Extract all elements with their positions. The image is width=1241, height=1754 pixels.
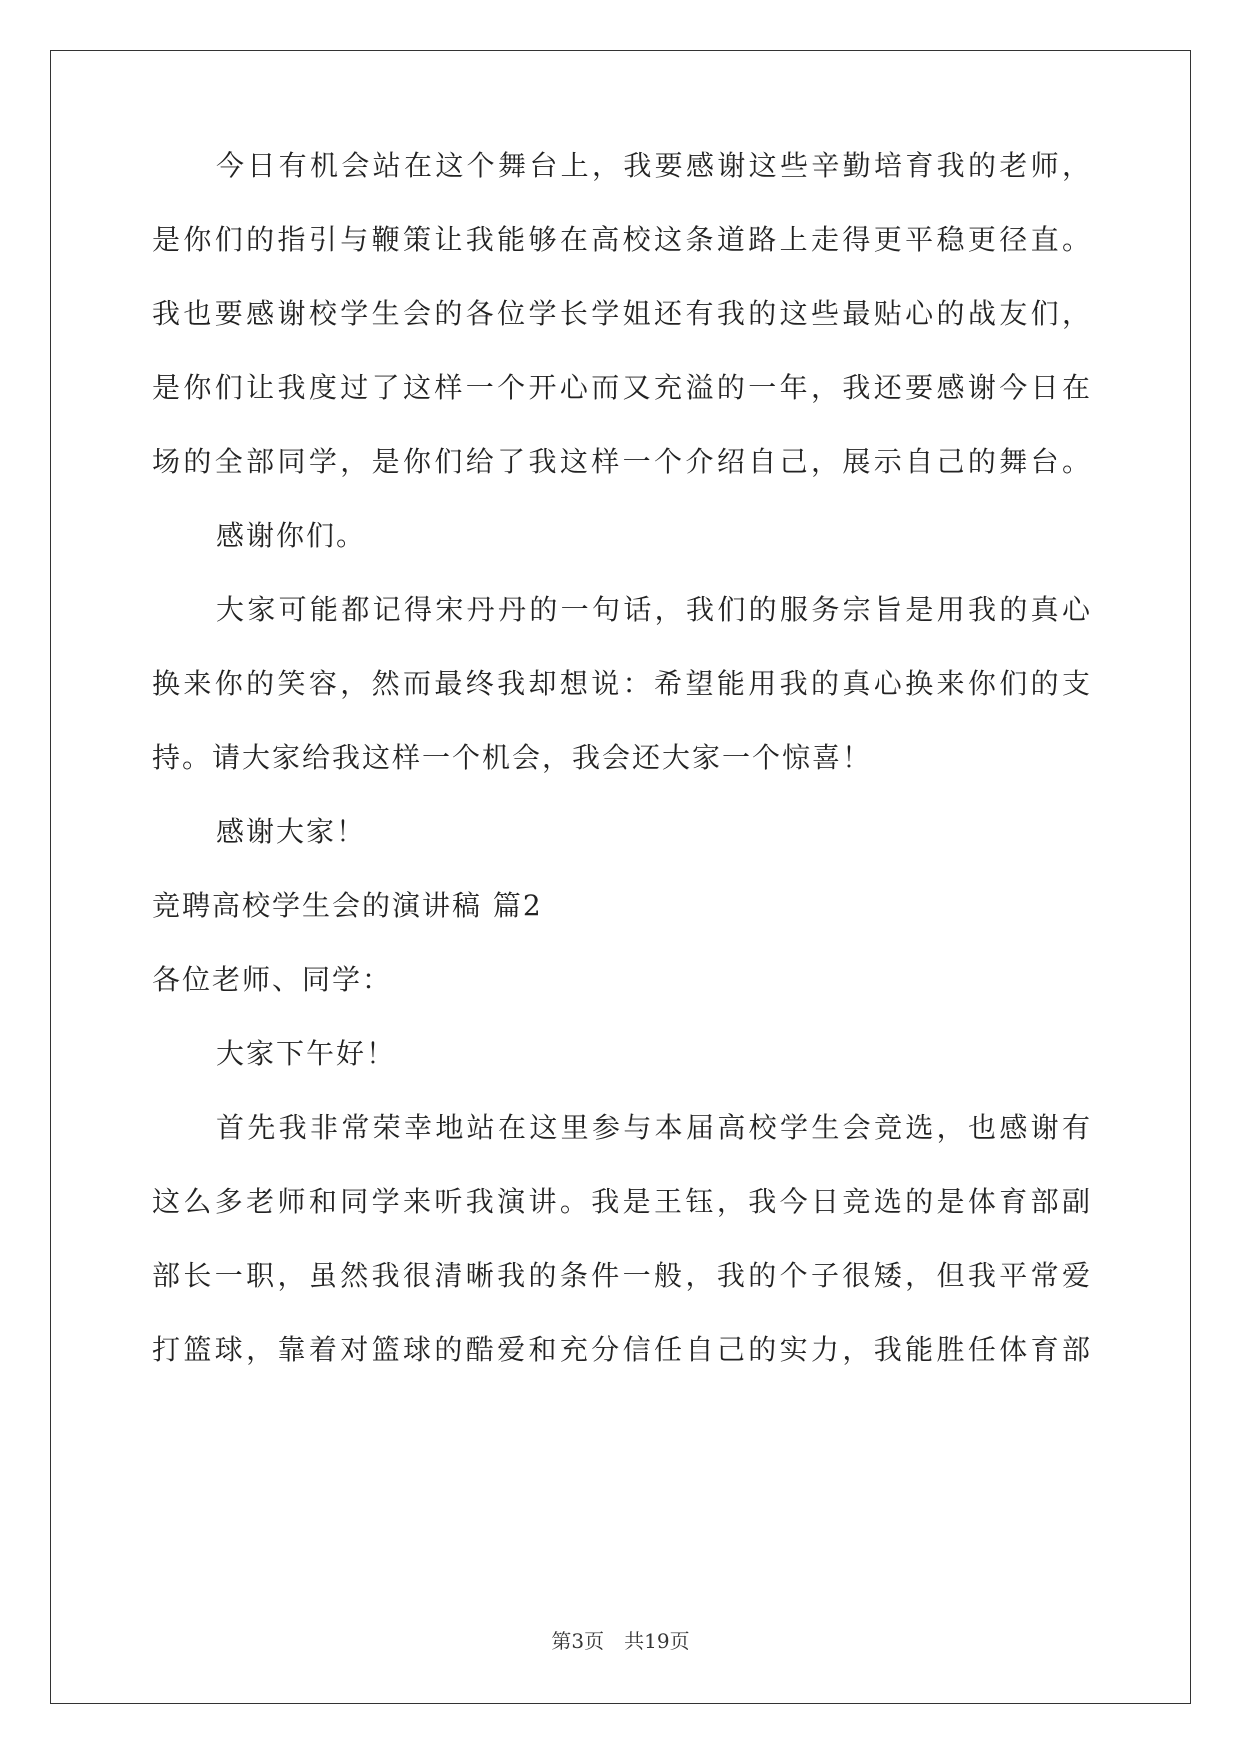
paragraph-line: 这么多老师和同学来听我演讲。我是王钰，我今日竞选的是体育部副 <box>152 1185 1092 1218</box>
paragraph-line: 是你们让我度过了这样一个开心而又充溢的一年，我还要感谢今日在 <box>152 371 1092 404</box>
section-heading: 竞聘高校学生会的演讲稿 篇2 <box>152 889 543 922</box>
paragraph-line: 大家可能都记得宋丹丹的一句话，我们的服务宗旨是用我的真心 <box>216 593 1092 626</box>
salutation: 各位老师、同学： <box>152 963 393 996</box>
paragraph-line: 换来你的笑容，然而最终我却想说：希望能用我的真心换来你们的支 <box>152 667 1092 700</box>
paragraph-line: 场的全部同学，是你们给了我这样一个介绍自己，展示自己的舞台。 <box>152 445 1092 478</box>
paragraph-line: 是你们的指引与鞭策让我能够在高校这条道路上走得更平稳更径直。 <box>152 223 1092 256</box>
page-number: 第3页 共19页 <box>551 1629 690 1653</box>
paragraph-line: 今日有机会站在这个舞台上，我要感谢这些辛勤培育我的老师， <box>216 149 1092 182</box>
paragraph-line: 我也要感谢校学生会的各位学长学姐还有我的这些最贴心的战友们， <box>152 297 1092 330</box>
paragraph-line: 打篮球，靠着对篮球的酷爱和充分信任自己的实力，我能胜任体育部 <box>152 1333 1092 1366</box>
paragraph-line: 感谢大家！ <box>216 815 367 848</box>
paragraph-line: 首先我非常荣幸地站在这里参与本届高校学生会竞选，也感谢有 <box>216 1111 1092 1144</box>
paragraph-line: 部长一职，虽然我很清晰我的条件一般，我的个子很矮，但我平常爱 <box>152 1259 1092 1292</box>
paragraph-line: 大家下午好！ <box>216 1037 397 1070</box>
paragraph-line: 感谢你们。 <box>216 519 367 552</box>
paragraph-line: 持。请大家给我这样一个机会，我会还大家一个惊喜！ <box>152 741 873 774</box>
